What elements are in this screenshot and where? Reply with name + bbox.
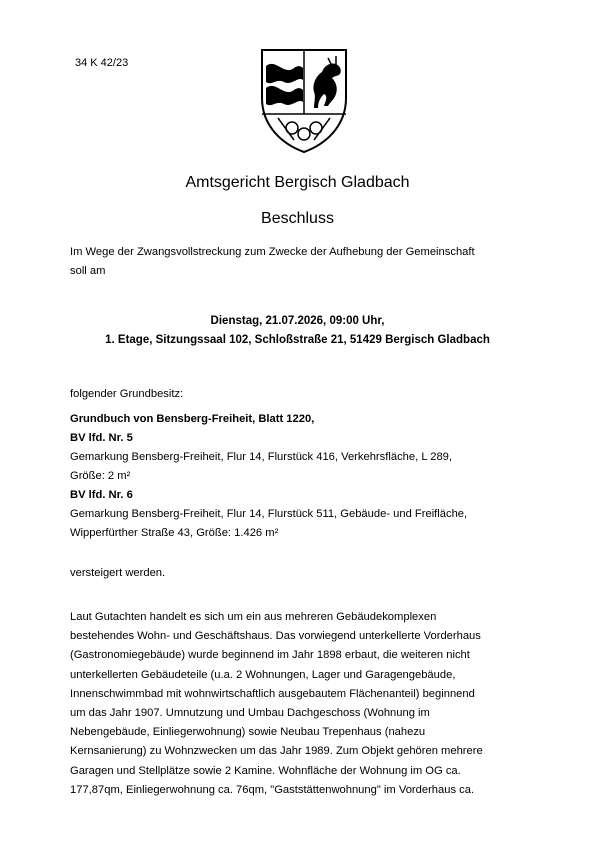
property-intro: folgender Grundbesitz:: [70, 388, 184, 400]
bv6-line: Gemarkung Bensberg-Freiheit, Flur 14, Flurstück 511, Gebäude- und Freifläche,: [70, 508, 468, 520]
bv6-line: Wipperfürther Straße 43, Größe: 1.426 m²: [70, 527, 279, 539]
auction-location: 1. Etage, Sitzungssaal 102, Schloßstraße 21, 51429 Bergisch Gladbach: [105, 334, 490, 346]
bv6-label: BV lfd. Nr. 6: [70, 489, 133, 501]
court-name: Amtsgericht Bergisch Gladbach: [185, 174, 410, 191]
grundbuch-heading: Grundbuch von Bensberg-Freiheit, Blatt 1220,: [70, 413, 315, 425]
description-line: bestehendes Wohn- und Geschäftshaus. Das vorwiegend unterkellerte Vorderhaus: [70, 630, 481, 643]
auction-statement: versteigert werden.: [70, 567, 166, 579]
property-list: [70, 410, 530, 543]
bv5-line: Gemarkung Bensberg-Freiheit, Flur 14, Flurstück 416, Verkehrsfläche, L 289,: [70, 451, 453, 463]
description-line: 177,87qm, Einliegerwohnung ca. 76qm, "Gaststättenwohnung" im Vorderhaus ca.: [70, 783, 475, 796]
bv5-label: BV lfd. Nr. 5: [70, 432, 133, 444]
description-line: um das Jahr 1907. Umnutzung und Umbau Dachgeschoss (Wohnung im: [70, 707, 430, 720]
case-reference: 34 K 42/23: [75, 57, 129, 69]
auction-date: Dienstag, 21.07.2026, 09:00 Uhr,: [210, 315, 385, 327]
intro-line: Im Wege der Zwangsvollstreckung zum Zwecke der Aufhebung der Gemeinschaft: [70, 246, 475, 258]
description: [70, 608, 530, 800]
intro-text: [70, 243, 530, 281]
description-line: unterkellerten Gebäudeteile (u.a. 2 Wohnungen, Lager und Garagengebäude,: [70, 668, 456, 681]
intro-line: soll am: [70, 265, 106, 277]
coat-of-arms-icon: [258, 46, 350, 156]
description-line: Garagen und Stellplätze sowie 2 Kamine. Wohnfläche der Wohnung im OG ca.: [70, 764, 461, 777]
description-line: Nebengebäude, Einliegerwohnung) sowie Neubau Trepenhaus (nahezu: [70, 726, 426, 739]
bv5-line: Größe: 2 m²: [70, 470, 131, 482]
document-title: Beschluss: [261, 210, 334, 227]
description-line: Innenschwimmbad mit wohnwirtschaftlich ausgebautem Flächenanteil) beginnend: [70, 687, 475, 700]
description-line: (Gastronomiegebäude) wurde beginnend im Jahr 1898 erbaut, die weiteren nicht: [70, 649, 470, 662]
description-line: Laut Gutachten handelt es sich um ein aus mehreren Gebäudekomplexen: [70, 611, 437, 623]
description-line: Kernsanierung) zu Wohnzwecken um das Jahr 1989. Zum Objekt gehören mehrere: [70, 745, 483, 758]
